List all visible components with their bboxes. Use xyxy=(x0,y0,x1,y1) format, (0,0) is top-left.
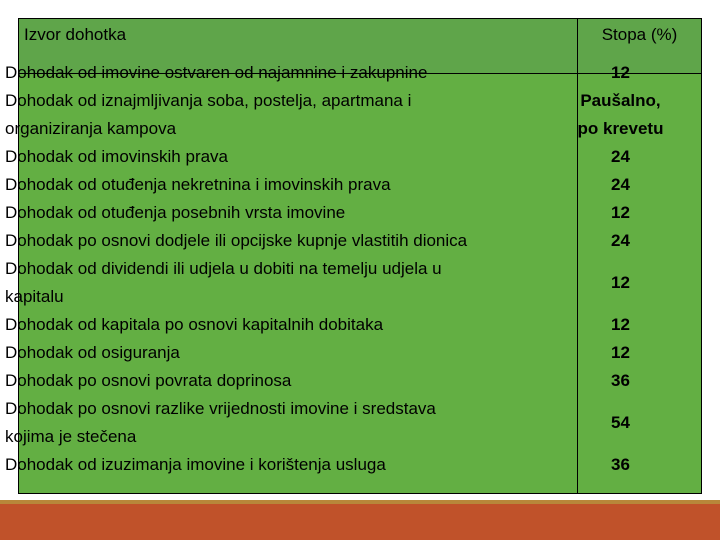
table-row-source xyxy=(5,199,555,227)
rate-value: 54 xyxy=(611,413,630,432)
table-row-rate xyxy=(558,199,683,227)
income-source-column xyxy=(5,59,555,479)
table-row-rate xyxy=(558,171,683,199)
rate-value: 12 xyxy=(611,315,630,334)
table-row-rate xyxy=(558,367,683,395)
decorative-bottom-stripe xyxy=(0,500,720,540)
rate-value: 24 xyxy=(611,147,630,166)
rate-value: 12 xyxy=(611,63,630,82)
source-text: Dohodak po osnovi razlike vrijednosti imovine i sredstava xyxy=(5,399,436,418)
source-text: Dohodak od iznajmljivanja soba, postelja, apartmana i xyxy=(5,91,412,110)
table-row-source xyxy=(5,311,555,339)
rate-value: 12 xyxy=(611,203,630,222)
table-row-source xyxy=(5,395,555,451)
header-rate: Stopa (%) xyxy=(601,25,678,44)
rate-value: 36 xyxy=(611,371,630,390)
source-text: Dohodak po osnovi dodjele ili opcijske kupnje vlastitih dionica xyxy=(5,231,468,250)
rate-value: 36 xyxy=(611,455,630,474)
table-row-source xyxy=(5,367,555,395)
header-source: Izvor dohotka xyxy=(24,25,127,44)
table-row-rate xyxy=(558,143,683,171)
rate-value: 24 xyxy=(611,175,630,194)
table-row-rate xyxy=(558,255,683,311)
table-row-source xyxy=(5,451,555,479)
rate-value: Paušalno, xyxy=(580,91,661,110)
source-text: kapitalu xyxy=(5,287,64,306)
rate-column xyxy=(558,59,683,479)
table-row-source xyxy=(5,143,555,171)
rate-value: 12 xyxy=(611,273,630,292)
source-text: Dohodak od otuđenja posebnih vrsta imovine xyxy=(5,203,346,222)
table-row-rate xyxy=(558,339,683,367)
table-row-source xyxy=(5,255,555,311)
rate-value: 24 xyxy=(611,231,630,250)
table-row-source xyxy=(5,227,555,255)
table-row-source xyxy=(5,171,555,199)
table-row-rate xyxy=(558,87,683,143)
rate-value: po krevetu xyxy=(577,119,664,138)
source-text: kojima je stečena xyxy=(5,427,137,446)
source-text: Dohodak po osnovi povrata doprinosa xyxy=(5,371,292,390)
table-row-source xyxy=(5,59,555,87)
source-text: Dohodak od otuđenja nekretnina i imovinskih prava xyxy=(5,175,391,194)
source-text: Dohodak od osiguranja xyxy=(5,343,180,362)
source-text: Dohodak od imovine ostvaren od najamnine i zakupnine xyxy=(5,63,428,82)
table-row-rate xyxy=(558,451,683,479)
source-text: Dohodak od dividendi ili udjela u dobiti na temelju udjela u xyxy=(5,259,442,278)
rate-value: 12 xyxy=(611,343,630,362)
table-row-rate xyxy=(558,227,683,255)
source-text: organiziranja kampova xyxy=(5,119,177,138)
table-row-rate xyxy=(558,59,683,87)
source-text: Dohodak od kapitala po osnovi kapitalnih dobitaka xyxy=(5,315,384,334)
table-row-source xyxy=(5,87,555,143)
source-text: Dohodak od izuzimanja imovine i korištenja usluga xyxy=(5,455,386,474)
table-row-rate xyxy=(558,311,683,339)
source-text: Dohodak od imovinskih prava xyxy=(5,147,229,166)
table-row-rate xyxy=(558,395,683,451)
table-row-source xyxy=(5,339,555,367)
